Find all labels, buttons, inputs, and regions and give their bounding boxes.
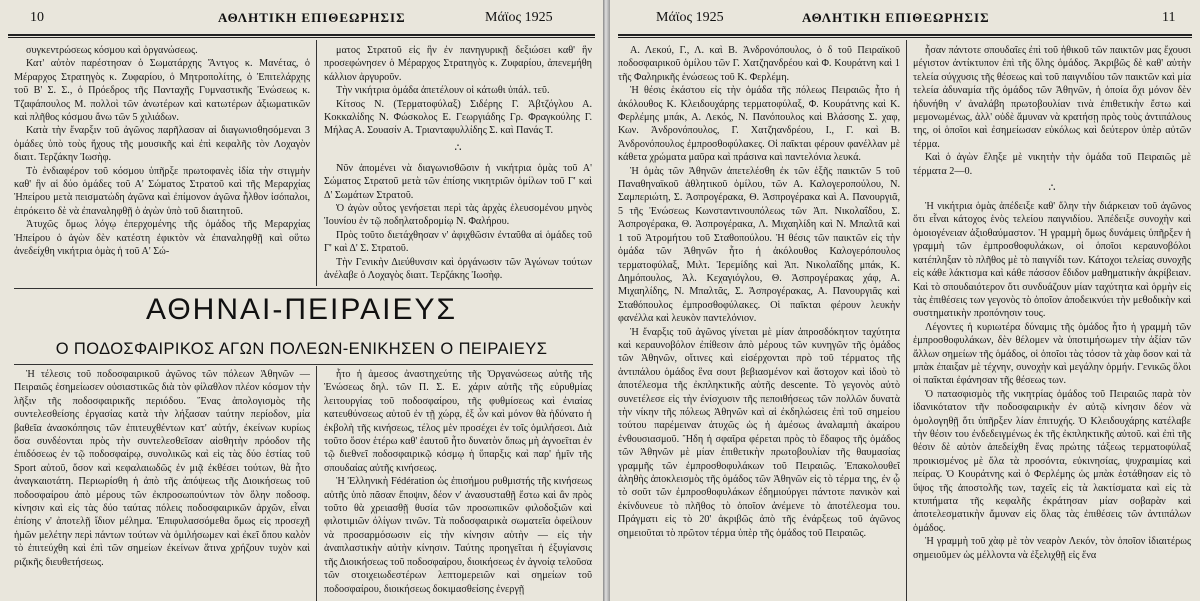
paragraph: Τὴν Γενικὴν Διεύθυνσιν καὶ ὀργάνωσιν τῶν Ἀγώνων τούτων ἀνέλαβε ὁ Λοχαγὸς διαιτ. Τερζάκης Ἰωσὴφ.: [324, 256, 592, 282]
column-rule: [316, 366, 317, 601]
paragraph: Νῦν ἀπομένει νὰ διαγωνισθῶσιν ἡ νικήτρια ὁμὰς τοῦ Α' Σώματος Στρατοῦ μετὰ τῶν ἐπίσης νικητριῶν ὁμίλων τοῦ Γ' καὶ Δ' Σωμάτων Στρατοῦ.: [324, 162, 592, 201]
left-top-column-1: [14, 44, 310, 284]
paragraph: Καὶ ὁ ἀγὼν ἔληξε μὲ νικητὴν τὴν ὁμάδα τοῦ Πειραιῶς μὲ τέρματα 2—0.: [913, 152, 1191, 177]
article-headline: ΑΘΗΝΑΙ-ΠΕΙΡΑΙΕΥΣ: [145, 293, 458, 326]
right-page: [610, 0, 1200, 601]
right-column-1: [618, 44, 900, 600]
page-gutter: [603, 0, 610, 601]
header-rule: [8, 34, 595, 38]
section-separator: [324, 138, 592, 162]
section-rule: [14, 364, 593, 365]
paragraph: Ἡ γραμμὴ τοῦ χὰφ μὲ τὸν νεαρὸν Λεκόν, τὸν ὁποῖον ἰδιαιτέρως σημειοῦμεν ὡς μέλλοντα νὰ ἐξελιχθῇ εἰς ἕνα: [913, 536, 1191, 561]
paragraph: Ἡ νικήτρια ὁμὰς ἀπέδειξε καθ' ὅλην τὴν διάρκειαν τοῦ ἀγῶνος ὅτι εἶναι κάτοχος ἑνὸς τελείου παιγνιδίου. Ἀπέδειξε συνοχὴν καὶ ὁμοιογένειαν ἀξιοθαύμαστον. Ἡ γραμμὴ ὅμως δυνάμεις ὑπῆρξεν ἡ γραμμὴ τῶν ἐμπροσθοφυλάκων, οἱ ὁποῖοι κεραυνοβόλοι κατέπληξαν τὸ πλῆθος μὲ τὸ παιγνίδι των. Κάτοχοι τελείας συνοχῆς εἰς κάθε λάκτισμα καὶ κάθε πάσσον ἔδιδον μαθηματικὴν ἀκρίβειαν. Καὶ τὸ σπουδαιότερον ὅτι συνδυάζουν μίαν ταχύτητα καὶ ὁρμὴν εἰς τὰς ἐπιθέσεις των γεγονὸς τὸ ὁποῖον ἀποδεικνύει τὴν μεθοδικὴν καὶ συστηματικὴν προπόνησιν τους.: [913, 201, 1191, 320]
paragraph: Ἀτυχῶς ὅμως λόγῳ ἐπερχομένης τῆς ὁμάδος τῆς Μεραρχίας Ἠπείρου ὁ ἀγὼν δὲν κατέστη ἐφικτὸν νὰ ἐπαναληφθῇ καὶ οὕτω ἀνεδείχθη νικήτρια ὁμὰς ἡ τοῦ Α' Σώ-: [14, 219, 310, 258]
right-page-header: [610, 0, 1200, 40]
left-top-column-2: [324, 44, 592, 284]
paragraph: Τὴν νικήτρια ὁμάδα ἀπετέλουν οἱ κάτωθι ὑπάλ. τεῦ.: [336, 85, 550, 97]
paragraph: Τὸ ἐνδιαφέρον τοῦ κόσμου ὑπῆρξε πρωτοφανὲς ἰδία τὴν στιγμὴν καθ' ἣν αἱ δύο ὁμάδες τοῦ Α' Σώματος Στρατοῦ καὶ τῆς Μεραρχίας Ἠπείρου μετὰ πεισματώδη ἀγῶνα καὶ ἐπίμονον ἀγῶνα ἦλθον ἰσόπαλοι, ἐπρόκειτο δὲ νὰ ἐπαναληφθῇ ὁ ἀγὼν ὑπὸ τοῦ διαιτητοῦ.: [14, 165, 310, 217]
paragraph: Α. Λεκού, Γ., Λ. καὶ Β. Ἀνδρονόπουλος, ὁ δ τοῦ Πειραϊκοῦ ποδοσφαιρικοῦ ὁμίλου τῶν Γ. Χατζηανδρέου καὶ Φ. Κουράτνη καὶ 1 τῆς Φαληρικῆς ἑνώσεως τοῦ Κ. Φερλέμη.: [618, 45, 900, 83]
paragraph: συγκεντρώσεως κόσμου καὶ ὀργανώσεως.: [26, 45, 198, 56]
asterism-icon: ∴: [454, 141, 464, 154]
page-number: 10: [30, 10, 44, 25]
column-rule: [906, 40, 907, 601]
issue-date: Μάϊος 1925: [485, 10, 553, 25]
left-bottom-column-2: [324, 368, 592, 600]
left-bottom-column-1: [14, 368, 310, 600]
issue-date: Μάϊος 1925: [656, 10, 724, 25]
paragraph: Ὁ ἀγὼν οὗτος γενήσεται περὶ τὰς ἀρχὰς ἐλευσομένου μηνὸς Ἰουνίου ἐν τῷ ποδηλατοδρομίῳ Ν. Φαλήρου.: [324, 203, 592, 228]
periodical-title: ΑΘΛΗΤΙΚΗ ΕΠΙΘΕΩΡΗΣΙΣ: [218, 10, 406, 25]
paragraph: Κίτσος Ν. (Τερματοφύλαξ) Σιδέρης Γ. Ἀβτζόγλου Α. Κοκκαλίδης Ν. Φώσκολος Ε. Γεωργιάδης Γρ. Φραγκούλης Γ. Μήλας Α. Σουασίν Α. Τριανταφυλλίδης Σ. καὶ Πανάς Τ.: [324, 98, 592, 137]
paragraph: Κατὰ τὴν ἔναρξιν τοῦ ἀγῶνος παρῆλασαν αἱ διαγωνισθησόμεναι 3 ὁμάδες ὑπὸ τοὺς ἤχους τῆς μουσικῆς καὶ ἐπὶ κεφαλῆς τὸν Λοχαγὸν διαιτ. Τερζάκην Ἰωσὴφ.: [14, 125, 310, 164]
column-rule: [316, 40, 317, 286]
paragraph: ἦσαν πάντοτε σπουδαῖες ἐπὶ τοῦ ἠθικοῦ τῶν παικτῶν μας ἔχουσι μέγιστον ἀντίκτυπον ἐπὶ τῆς ὅλης ὁμάδος. Ἀκριβῶς δὲ καθ' αὐτὴν τελεία σύγχυσις τῆς θέσεως καὶ τοῦ παιγνιδίου τῶν παικτῶν καὶ μία τελεία ἀδυναμία τῆς ὁμάδος τῶν Ἀθηνῶν, ἡ ὁποία ὅχι μόνον δὲν ἠδυνήθη ν' ἀναλάβη πρωτοβουλίαν τινὰ ἐπιθετικὴν ἔστω καὶ μεμονωμένως, ἀλλ' οὐδὲ ἄμυναν νὰ κρατήσῃ πρὸς τοὺς ἀντιπάλους της, οἱ ὁποῖοι καὶ ἐσημείωσαν εὐκόλως καὶ δεύτερον ὑπὲρ αὐτῶν τέρμα.: [913, 45, 1191, 150]
paragraph: Ὁ πατασφισμὸς τῆς νικητρίας ὁμάδος τοῦ Πειραιῶς παρὰ τὸν ἰδανικότατον τῆν ποδοσφαιρικὴν ἐν αὐτῷ κίνησιν δέον νὰ ὁμολογηθῇ ὅτι ὑπῆρξεν λίαν ἐπιτυχής. Ὁ Κλειδουχάρης κατέλαβε τὴν θέσιν του ἐνδεδειγμένως ἐκ τῆς ἐκπληκτικῆς αὐτοῦ. καὶ ἐπὶ τῆς θέσιν δὲ αὐτὸν ἀπεδείχθη ἕνας πρώτης τάξεως τερματοφύλαξ προικισμένος μὲ ὅλα τὰ προσόντα, εὐκινησίας, ψυχραιμίας καὶ πείρας. Ὁ Κουράτνης καὶ ὁ Φερλέμης ὡς μπὰκ ἐστάθησαν εἰς τὸ ὕψος τῆς ἀποστολῆς των, ταχεῖς εἰς τὰ λακτίσματα καὶ εἰς τὰ κτυπήματα τῆς κεφαλῆς ἐκράτησαν μίαν σοβαρὰν καὶ ἀποτελεσματικὴν ἄμυναν εἰς ὅλας τὰς ἐπιθέσεις τῶν ἀντιπάλων ὁμάδος.: [913, 388, 1191, 534]
paragraph: ματος Στρατοῦ εἰς ἣν ἐν πανηγυρικῇ δεξιώσει καθ' ἣν προσεφώνησεν ὁ Μέραρχος Στρατηγὸς κ. Ζυφαρίου, ἀπενεμήθη κάλλιον ἀργυροῦν.: [324, 45, 592, 83]
page-number: 11: [1162, 10, 1176, 25]
paragraph: Λέγοντες ἡ κυριωτέρα δύναμις τῆς ὁμάδος ἦτο ἡ γραμμὴ τῶν ἐμπροσθοφυλάκων, δὲν θέλομεν νὰ ὑποτιμήσωμεν τὴν ἀξίαν τῶν ἄλλων σημείων τῆς ὁμάδος, οἱ ὁποῖοι τὰς τόσον τὰ χὰφ ὅσον καὶ τὰ μπὰκ ἐπαιξαν μὲ τέχνην, συνοχὴν καὶ μεγάλην ὁρμήν. Γενικῶς ὅλοι οἱ παῖκται ἐφάνησαν τῆς θέσεως των.: [913, 321, 1191, 387]
paragraph: Πρὸς τοῦτο διετάχθησαν ν' ἀφιχθῶσιν ἐνταῦθα αἱ ὁμάδες τοῦ Γ' καὶ Δ' Σ. Στρατοῦ.: [324, 229, 592, 255]
paragraph: Ἡ ἔναρξις τοῦ ἀγῶνος γίνεται μὲ μίαν ἀπροσδόκητον ταχύτητα καὶ κεραυνοβόλον ἐπίθεσιν ἀπὸ μέρους τῶν κυνηγῶν τῆς ὁμάδος τῶν Ἀθηνῶν, οἵτινες καὶ εἰσέρχονται πρὸ τοῦ τέρματος τῆς ἀντιπάλου ὁμάδος ἓνα σουτ βεβιασμένον καὶ ἄστοχον καὶ ἰδοὺ τὸ ἀποτέλεσμα τῆς ἐκπληκτικῆς αὐτῆς descente. Τὸ γεγονὸς αὐτὸ συνετέλεσε εἰς τὴν ἐνίσχυσιν τῆς πεποιθήσεως τῶν πολλῶν δυνατὰ τὴν νίκην τῆς πόλεως Ἀθηνῶν καὶ αἱ ἐκδηλώσεις ἐπὶ τοῦ σημείου τούτου παρέμειναν ἀτυχῶς ὡς ἡ ἀμέσως ἀναλαμπὴ ἀκαίρου ἐνθουσιασμοῦ. Ἤδη ἡ σφαῖρα φέρεται πρὸς τὸ ἔδαφος τῆς ὁμάδος τῶν Ἀθηνῶν μὲ μίαν ἐπιθετικὴν πρωτοβουλίαν τῆς θαυμασίας γραμμῆς τῶν ἐμπροσθοφυλάκων τοῦ Πειραιῶς. Ἐπακολουθεῖ ἀληθὴς ἀποκλεισμὸς τῆς ὁμάδος τῶν Ἀθηνῶν εἰς τὸ τέρμα της, ἐν ᾧ τὸ σοῦτ τῶν ἐμπροσθοφυλάκων ἐδημιούργει πάντοτε πανικὸν καὶ ἐκίνδυνευε τὸ πλῆθος τὸ ὁποῖον ἀνέμενε τὸ ἀποτέλεσμα του. Πράγματι εἰς τὸ 20' ἀκριβῶς ἀπὸ τῆς ἐνάρξεως τοῦ ἀγῶνος σημειοῦται τὸ πρῶτον τέρμα ὑπὲρ τῆς ὁμάδος τοῦ Πειραιῶς.: [618, 326, 900, 539]
right-column-2: [913, 44, 1191, 600]
paragraph: Ἡ θέσις ἑκάστου εἰς τὴν ὁμάδα τῆς πόλεως Πειραιῶς ἦτο ἡ ἀκόλουθος Κ. Κλειδουχάρης τερματοφύλαξ, Φ. Κουράτνης καὶ Κ. Φερλέμης μπάκ, Α. Λεκός, Ν. Πανόπουλος καὶ Βλάσσης Σ. χαφ, Κων. Ἀνδρονόπουλος, Γ. Χατζηανδρέου, Ι., Γ. καὶ Β. Ἀνδρονόπουλος ἐμπροσθοφύλακες. Οἱ παῖκται φέρουν φανέλλαν μὲ κάθετα χρώματα μαῦρα καὶ πράσινα καὶ παντελόνια λευκά.: [618, 85, 900, 164]
paragraph: Ἡ Ἑλληνικὴ Fédération ὡς ἐπισήμου ρυθμιστής τῆς κινήσεως αὐτῆς ὑπὸ πᾶσαν ἔποψιν, δέον ν' ἀνασυσταθῇ ἔστω καὶ ἂν πρὸς τοῦτο θὰ χρειασθῇ θυσία τῶν προσωπικῶν φιλοδοξιῶν καὶ φιλοτιμιῶν ὀλίγων τινῶν. Τὰ ποδοσφαιρικὰ σωματεῖα ὀφείλουν νὰ προσαρμόσωσιν εἰς τὴν κίνησιν αὐτὴν — εἰς τὴν ἀναπλαστικὴν αὐτὴν κίνησιν. Ταύτης προηγεῖται ἡ ἐξυγίανσις τῆς Διοικήσεως τοῦ ποδοσφαίρου, διοικήσεως ἐν ἀγνοίᾳ τελοῦσα τῶν στοιχειωδεστέρων λεπτομερειῶν καὶ σημείων τοῦ ποδοσφαίρου, διοικήσεως δοκιμασθείσης ἐνεργῇ: [324, 476, 592, 595]
paragraph: ἦτο ἡ ἀμεσος ἀναστηχεύτης τῆς Ὀργανώσεως αὐτῆς τῆς Ἑνώσεως δηλ. τῶν Π. Σ. Ε. χάριν αὐτῆς τῆς εὐρυθμίας λειτουργίας τοῦ ποδοσφαίρου, τῆς φυθμίσεως καὶ ἐνιαίας κατευθύνσεως αὐτοῦ ἐν τῇ χώρᾳ, ἐξ ὧν καὶ μόνον θὰ ἠδύνατο ἡ ἐκβολὴ τῆς κινήσεως, τέλος μὲν προσέχει ἐν τοῖς ὁμιλήσεσι. Διὰ τοῦτο ὅσον ἑτέρω καθ' ἑαυτοῦ ἦτο δυνατὸν ὅπως μὴ ἀγνοεῖται ἐν τῷ διεθνεῖ ποδοσφαιρικῷ κόσμῳ ἡ ὕπαρξις καὶ παρ' ἡμῖν τῆς σπουδαίας αὐτῆς κινήσεως.: [324, 369, 592, 474]
section-separator: [913, 178, 1191, 200]
asterism-icon: ∴: [1048, 182, 1058, 195]
section-rule: [14, 288, 593, 289]
article-subheadline: Ο ΠΟΔΟΣΦΑΙΡΙΚΟΣ ΑΓΩΝ ΠΟΛΕΩΝ-ΕΝΙΚΗΣΕΝ Ο ΠΕΙΡΑΙΕΥΣ: [55, 340, 548, 358]
paragraph: Ἡ τέλεσις τοῦ ποδοσφαιρικοῦ ἀγῶνος τῶν πόλεων Ἀθηνῶν — Πειραιῶς ἐσημείωσεν οὐσιαστικῶς διὰ τὸν φίλαθλον πλέον κόσμον τὴν λῆξιν τῆς ποδοσφαιρικῆς περιόδου. Ἕνας ἀπολογισμὸς τῆς συντελεσθείσης ἐργασίας κατὰ τὴν λήξασαν ταύτην περίοδον, μία βαθεῖα ἀνασκόπησις τῶν ἐπιτευχθέντων κατ' αὐτήν, ἐκείνων κυρίως ὅσα συνδέονται πρὸς τὴν συντελεσθεῖσαν αἰσθητὴν πρόοδον τῆς ἐπιδόσεως ἐν τῷ ποδοσφαίρῳ, συνολικῶς καὶ εἰς τὰς δύο ἑστίας τοῦ Sport αὐτοῦ, ὅσον καὶ κεφαλαιωδῶς ἐν μιᾷ ἐκθέσει τούτων, θὰ ἦτο ἀναγκαιοτάτη. Περιωρίσθη ἡ ἀπὸ τῆς ἀπόψεως τῆς Διοικήσεως τοῦ ποδοσφαίρου ἀπὸ μέρους τῶν ἐκπροσωπούντων τὸν ὅλην ποδοσφ. κίνησιν καὶ εἰς τὰς δύο ταύτας πόλεις ποδοσφαιρικῶν ἀρχῶν, εἶναι ἐπίσης ν' ἀποτελῇ ἴδιον μέλημα. Ἐπιφυλασσόμεθα ὅμως εἰς προσεχῆ ἡμῶν μελέτην περὶ πάντων τούτων νὰ ὁμιλήσωμεν καὶ ἐκεῖ ὅπου καλὸν τὸ ἐπιτεύχθη καὶ ἐπὶ τῶν σημείων ἐκείνων ἅτινα χρήζουν τυχὸν καὶ ριζικῆς διευθετήσεως.: [14, 369, 310, 568]
paragraph: Ἡ ὁμὰς τῶν Ἀθηνῶν ἀπετελέσθη ἐκ τῶν ἑξῆς παικτῶν 5 τοῦ Παναθηναϊκοῦ ἀθλητικοῦ ὁμίλου, τῶν Α. Καλογεροπούλου, Ν. Σαμπεριώτη, Σ. Ἀσπρογέρακα, Θ. Ἀσπρογέρακα καὶ Α. Πανουργιᾶ, 5 τῆς Ἑνώσεως Κωνσταντινουπόλεως τῶν Ἀπ. Νικολαΐδου, Σ. Ἀσπρογέρακα, Θ. Ἀσπρογέρακα, Λ. Μιχαηλίδη καὶ Ν. Μπαλτᾶ καὶ 1 τοῦ Ἀτρομήτου τοῦ Σταθοπούλου. Ἡ θέσις τῶν παικτῶν εἰς τὴν ὁμάδα τῶν Ἀθηνῶν ἦτο ἡ ἀκόλουθος Καλογερόπουλος τερματοφύλαξ, Μιλτ. Ἱερεμίδης καὶ Ἀπ. Νικολαΐδης μπάκ, Κ. Δημόπουλος, Ἀλ. Κεχαγιόγλου, Θ. Ἀσπρογέρακας χάφ, Α. Μιχαηλίδης, Ν. Μπαλτᾶς, Σ. Ἀσπρογέρακας, Α. Πανουργιᾶς καὶ Σταθόπουλος ἐμπροσθοφύλακες. Οἱ παῖκται φέρουν λευκὴν φανέλλα καὶ λευκὸν παντελόνιον.: [618, 165, 900, 325]
header-rule: [618, 34, 1192, 38]
paragraph: Κατ' αὐτὸν παρέστησαν ὁ Σωματάρχης Ἄντγος κ. Μανέτας, ὁ Μέραρχος Στρατηγὸς κ. Ζυφαρίου, ὁ Μητροπολίτης, ὁ Ἐπιτελάρχης τοῦ Β' Σ. Σ., ὁ Πρόεδρος τῆς Πανταχῆς Γυμναστικῆς Ἑνώσεως κ. Τζαφάπουλος Μ. πολλοὶ τῶν ἀνωτέρων καὶ κατωτέρων ἀξιωματικῶν καὶ πλῆθος κόσμου ἄνω τῶν 5 χιλιάδων.: [14, 58, 310, 124]
left-page-header: [0, 0, 603, 40]
periodical-title: ΑΘΛΗΤΙΚΗ ΕΠΙΘΕΩΡΗΣΙΣ: [802, 10, 990, 25]
